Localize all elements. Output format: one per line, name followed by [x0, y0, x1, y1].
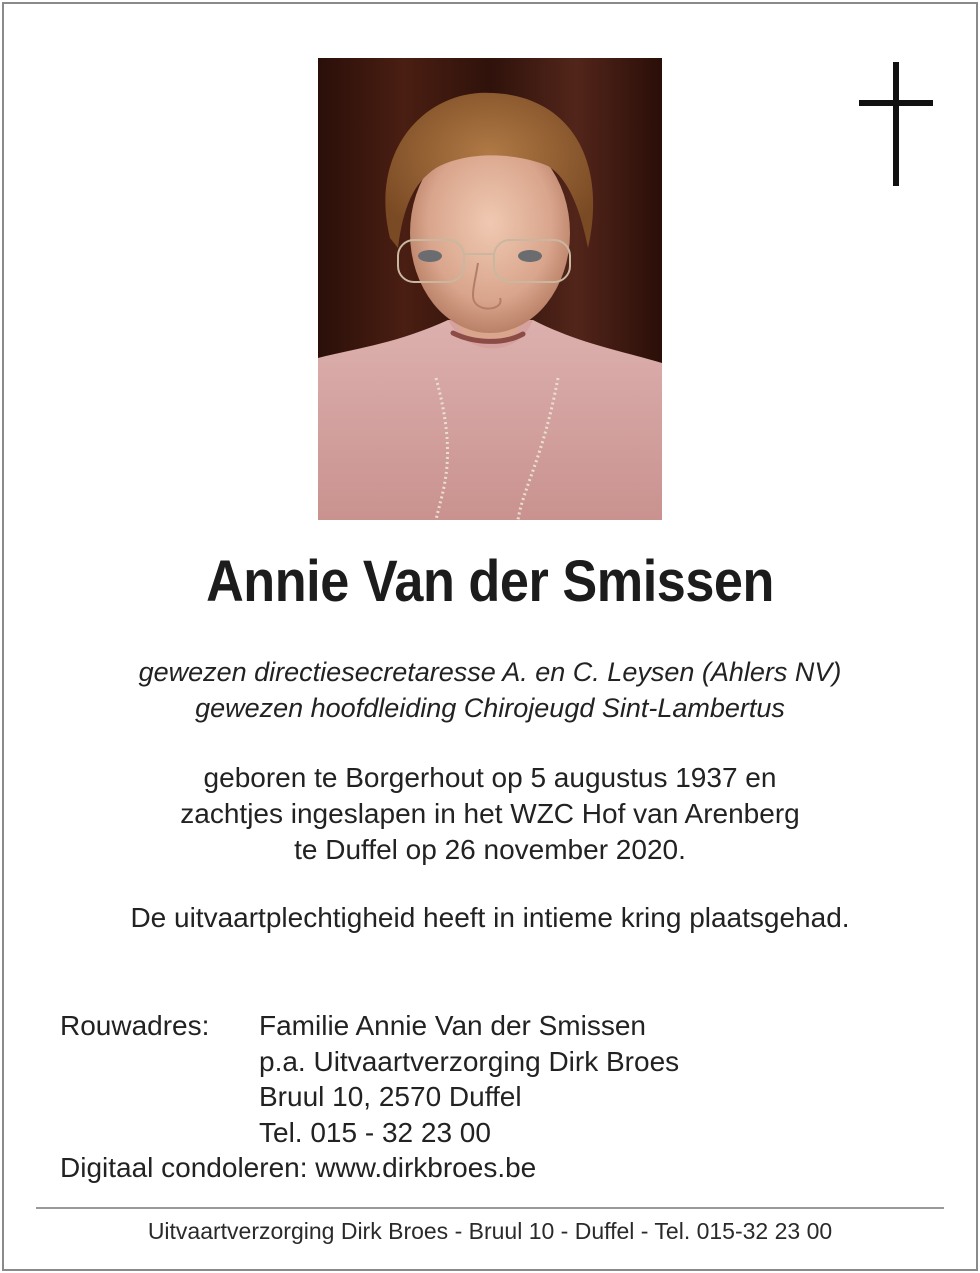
- address-block: [60, 1008, 679, 1186]
- date-line: geboren te Borgerhout op 5 augustus 1937 en: [203, 762, 777, 793]
- address-row: [60, 1008, 679, 1044]
- condolence-row: [60, 1150, 679, 1186]
- address-label: Rouwadres:: [60, 1010, 210, 1041]
- address-row: [60, 1115, 679, 1151]
- role-line: gewezen directiesecretaresse A. en C. Leysen (Ahlers NV): [138, 657, 842, 687]
- date-line: te Duffel op 26 november 2020.: [294, 834, 686, 865]
- footer-divider: [36, 1207, 944, 1209]
- cross-icon: [859, 62, 933, 186]
- address-row: [60, 1079, 679, 1115]
- deceased-name: Annie Van der Smissen: [206, 549, 774, 614]
- address-line: Familie Annie Van der Smissen: [259, 1010, 646, 1041]
- address-row: [60, 1044, 679, 1080]
- portrait-photo: [318, 58, 662, 520]
- roles-block: [0, 654, 980, 726]
- date-line: zachtjes ingeslapen in het WZC Hof van Arenberg: [180, 798, 800, 829]
- funeral-note: De uitvaartplechtigheid heeft in intieme kring plaatsgehad.: [130, 902, 850, 933]
- address-line: p.a. Uitvaartverzorging Dirk Broes: [259, 1045, 680, 1077]
- portrait-image: [318, 58, 662, 520]
- address-line: Bruul 10, 2570 Duffel: [259, 1081, 522, 1112]
- condolence-link[interactable]: Digitaal condoleren: www.dirkbroes.be: [60, 1152, 537, 1183]
- footer-text: Uitvaartverzorging Dirk Broes - Bruul 10 - Duffel - Tel. 015-32 23 00: [147, 1218, 833, 1244]
- address-phone: Tel. 015 - 32 23 00: [259, 1116, 491, 1148]
- role-line: gewezen hoofdleiding Chirojeugd Sint-Lambertus: [195, 693, 785, 723]
- dates-block: [0, 760, 980, 868]
